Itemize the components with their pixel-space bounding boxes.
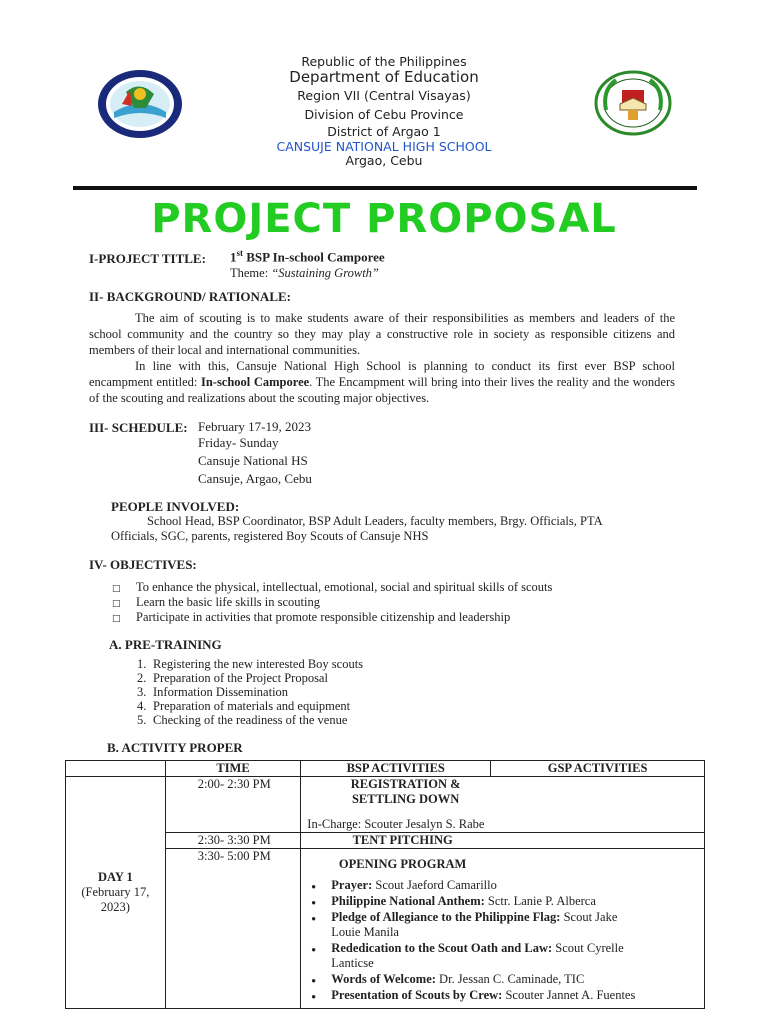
activity-cell xyxy=(301,849,705,1009)
bullet-icon: □ xyxy=(112,599,121,609)
activity-label: B. ACTIVITY PROPER xyxy=(107,740,243,755)
time-cell: 3:30- 5:00 PM xyxy=(165,849,301,1009)
theme-value: “Sustaining Growth” xyxy=(271,266,379,280)
program-role: Presentation of Scouts by Crew: xyxy=(331,988,503,1002)
opening-program-list xyxy=(301,878,704,1003)
objective-item xyxy=(112,610,510,625)
schedule-label: III- SCHEDULE: xyxy=(89,420,188,435)
program-person: Scout Jake Louie Manila xyxy=(331,910,618,939)
background-p2-a: In line with this, Cansuje National High School is planning to conduct its first ever BSP school encampment entitled: xyxy=(89,359,675,389)
activity-title: SETTLING DOWN xyxy=(351,792,460,806)
schedule-date: February 17-19, 2023 xyxy=(198,419,312,434)
people-line-2: Officials, SGC, parents, registered Boy Scouts of Cansuje NHS xyxy=(111,529,429,543)
list-item xyxy=(301,941,651,971)
list-item xyxy=(301,894,704,909)
bullet-icon: □ xyxy=(112,584,121,594)
project-ordinal: 1 xyxy=(230,249,237,265)
people-label: PEOPLE INVOLVED: xyxy=(111,499,240,514)
pre-training-item: 4. Preparation of materials and equipment xyxy=(137,699,351,713)
project-title-label: I-PROJECT TITLE: xyxy=(89,251,206,266)
header-blank-cell xyxy=(66,761,166,777)
time-cell: 2:30- 3:30 PM xyxy=(165,833,301,849)
background-p2-b: . The Encampment will bring into their lives the reality and the wonders of the scouting and realizations about the scouting major objectives. xyxy=(89,375,675,405)
objectives-label: IV- OBJECTIVES: xyxy=(89,557,197,572)
pre-training-text: Checking of the readiness of the venue xyxy=(153,713,348,727)
pre-training-text: Information Dissemination xyxy=(153,685,289,699)
activity-table xyxy=(65,760,705,1009)
schedule-address: Cansuje, Argao, Cebu xyxy=(198,471,312,486)
activity-cell xyxy=(301,777,705,833)
theme-label: Theme: xyxy=(230,266,272,280)
school-name: CANSUJE NATIONAL HIGH SCHOOL xyxy=(276,139,492,154)
program-person: Sctr. Lanie P. Alberca xyxy=(484,894,596,908)
schedule-days: Friday- Sunday xyxy=(198,435,279,450)
program-role: Rededication to the Scout Oath and Law: xyxy=(331,941,553,955)
program-role: Philippine National Anthem: xyxy=(331,894,485,908)
project-title xyxy=(230,248,385,265)
objective-text: To enhance the physical, intellectual, emotional, social and spiritual skills of scouts xyxy=(136,580,553,594)
people-line-1: School Head, BSP Coordinator, BSP Adult Leaders, faculty members, Brgy. Officials, PTA xyxy=(147,514,603,528)
activity-title: REGISTRATION & xyxy=(350,777,461,791)
pre-training-item: 2. Preparation of the Project Proposal xyxy=(137,671,328,685)
program-role: Prayer: xyxy=(331,878,373,892)
department-name: Department of Education xyxy=(289,68,479,86)
bullet-icon: □ xyxy=(112,614,121,624)
project-name: BSP In-school Camporee xyxy=(243,249,385,265)
background-paragraph-2 xyxy=(89,358,675,406)
background-paragraph-1 xyxy=(89,310,675,358)
district-line: District of Argao 1 xyxy=(327,124,441,139)
list-item xyxy=(301,988,704,1003)
background-p2-bold: In-school Camporee xyxy=(200,375,310,389)
pre-training-item: 1. Registering the new interested Boy scouts xyxy=(137,657,364,671)
header-time: TIME xyxy=(165,761,301,777)
objective-text: Learn the basic life skills in scouting xyxy=(136,595,320,609)
list-item xyxy=(301,878,704,893)
table-row xyxy=(66,777,705,833)
day-date: (February 17, 2023) xyxy=(81,885,150,914)
pre-training-text: Preparation of the Project Proposal xyxy=(153,671,328,685)
document-title: PROJECT PROPOSAL xyxy=(151,196,617,242)
division-line: Division of Cebu Province xyxy=(304,107,464,122)
list-item xyxy=(301,972,704,987)
pre-training-text: Preparation of materials and equipment xyxy=(153,699,351,713)
pre-training-label: A. PRE-TRAINING xyxy=(109,637,222,652)
header-bsp: BSP ACTIVITIES xyxy=(301,761,491,777)
schedule-venue: Cansuje National HS xyxy=(198,453,308,468)
program-role: Pledge of Allegiance to the Philippine Flag: xyxy=(331,910,561,924)
header-divider xyxy=(73,186,697,190)
school-location: Argao, Cebu xyxy=(345,153,423,168)
program-person: Scouter Jannet A. Fuentes xyxy=(502,988,636,1002)
activity-title: OPENING PROGRAM xyxy=(338,857,467,871)
objective-item xyxy=(112,580,552,595)
region-line: Region VII (Central Visayas) xyxy=(297,88,471,103)
republic-line: Republic of the Philippines xyxy=(301,54,467,69)
program-person: Scout Jaeford Camarillo xyxy=(372,878,497,892)
objective-item xyxy=(112,595,320,610)
pre-training-text: Registering the new interested Boy scouts xyxy=(153,657,364,671)
objective-text: Participate in activities that promote responsible citizenship and leadership xyxy=(136,610,511,624)
day-label: DAY 1 xyxy=(97,870,133,884)
time-cell: 2:00- 2:30 PM xyxy=(165,777,301,833)
project-theme xyxy=(230,266,379,281)
activity-title: TENT PITCHING xyxy=(301,833,705,849)
program-person: Scout Cyrelle Lanticse xyxy=(331,941,624,970)
list-item xyxy=(301,910,631,940)
background-p1-text: The aim of scouting is to make students aware of their responsibilities as members and leaders of the school community and the country so they may play a constructive role in society as responsible citizens and members of their local and international communities. xyxy=(89,311,675,357)
program-person: Dr. Jessan C. Caminade, TIC xyxy=(435,972,585,986)
header-gsp: GSP ACTIVITIES xyxy=(491,761,705,777)
activity-incharge: In-Charge: Scouter Jesalyn S. Rabe xyxy=(307,817,485,831)
background-label: II- BACKGROUND/ RATIONALE: xyxy=(89,289,291,304)
pre-training-item: 5. Checking of the readiness of the venue xyxy=(137,713,348,727)
program-role: Words of Welcome: xyxy=(331,972,436,986)
day-cell xyxy=(66,777,166,1009)
table-header-row xyxy=(66,761,705,777)
pre-training-item: 3. Information Dissemination xyxy=(137,685,289,699)
project-ordinal-suffix: st xyxy=(236,248,243,258)
